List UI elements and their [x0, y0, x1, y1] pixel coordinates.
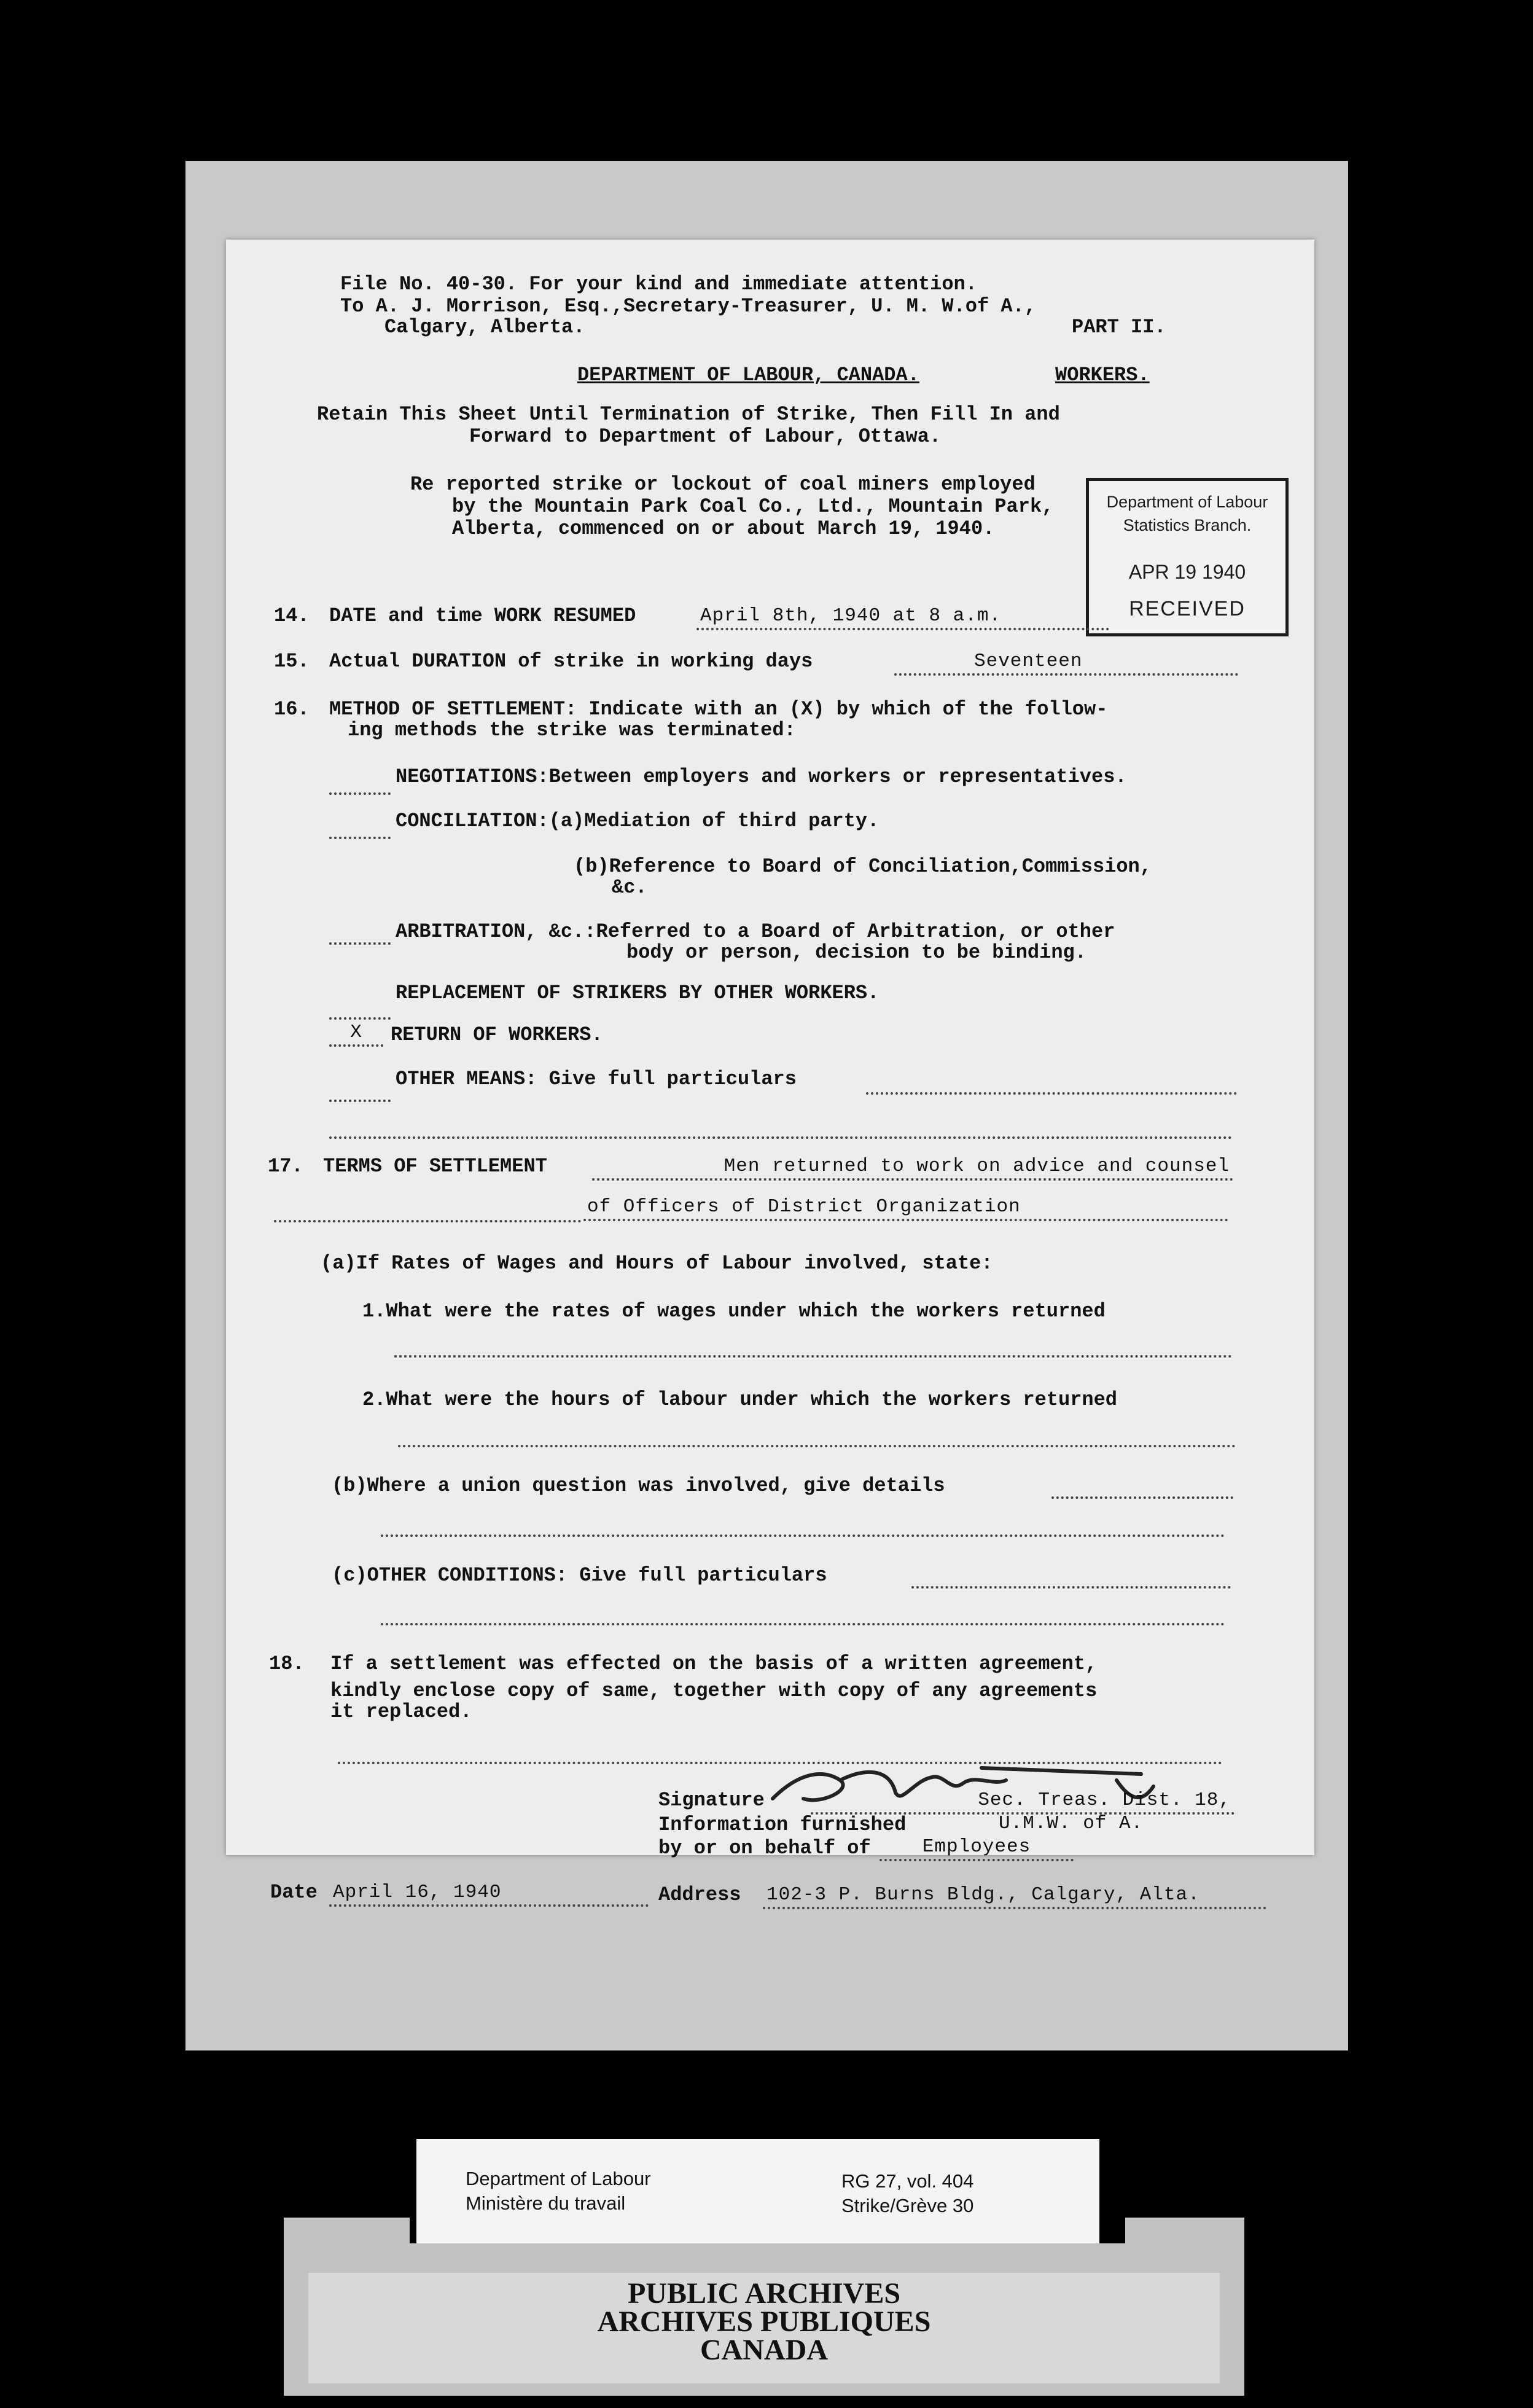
item-18-text-1: If a settlement was effected on the basis of a written agreement,	[330, 1652, 1098, 1675]
item-18-text-2: kindly enclose copy of same, together with copy of any agreements	[330, 1679, 1098, 1702]
item-14-question: DATE and time WORK RESUMED	[329, 604, 636, 627]
header-city-line: Calgary, Alberta.	[384, 316, 585, 338]
union-name: U.M.W. of A.	[999, 1813, 1144, 1834]
item-17b-question: (b)Where a union question was involved, give details	[332, 1474, 945, 1497]
item-17-question: TERMS OF SETTLEMENT	[323, 1155, 547, 1178]
header-addressee-line: To A. J. Morrison, Esq.,Secretary-Treasurer, U. M. W.of A.,	[340, 295, 1036, 318]
item-14-number: 14.	[274, 604, 310, 627]
item-17-answer-2: of Officers of District Organization	[583, 1195, 1228, 1221]
retain-instruction-1: Retain This Sheet Until Termination of Strike, Then Fill In and	[317, 403, 1060, 426]
item-17a-2-fill-line	[398, 1445, 1236, 1447]
date-label: Date	[270, 1881, 318, 1904]
item-17-number: 17.	[268, 1155, 303, 1178]
workers-label: WORKERS.	[1055, 364, 1150, 386]
signature-title: Sec. Treas. Dist. 18,	[811, 1789, 1235, 1815]
option-negotiations: NEGOTIATIONS:Between employers and workers or representatives.	[396, 765, 1127, 788]
part-label: PART II.	[1072, 316, 1166, 338]
option-conciliation-b-1: (b)Reference to Board of Conciliation,Commission,	[574, 855, 1152, 878]
item-17b-fill-line	[1051, 1496, 1233, 1499]
item-17-answer-1: Men returned to work on advice and counsel	[592, 1155, 1233, 1181]
item-17a-1-question: 1.What were the rates of wages under which the workers returned	[362, 1300, 1106, 1323]
on-behalf-value: Employees	[880, 1835, 1074, 1861]
signature-label: Signature	[658, 1789, 765, 1812]
other-means-fill-line-2	[329, 1136, 1232, 1139]
archive-dept-en: Department of Labour	[466, 2168, 651, 2189]
option-replacement: REPLACEMENT OF STRIKERS BY OTHER WORKERS.	[396, 982, 880, 1004]
item-17b-fill-line-2	[381, 1534, 1225, 1537]
archive-ref-strike: Strike/Grève 30	[841, 2195, 974, 2216]
item-17a-1-fill-line	[394, 1355, 1232, 1358]
item-15-number: 15.	[274, 650, 310, 673]
option-conciliation-b-2: &c.	[612, 876, 647, 899]
item-17-lead-line	[274, 1220, 581, 1222]
address-value: 102-3 P. Burns Bldg., Calgary, Alta.	[763, 1883, 1266, 1909]
item-18-number: 18.	[269, 1652, 305, 1675]
received-stamp	[1086, 478, 1289, 636]
other-means-fill-line	[866, 1092, 1237, 1095]
item-17c-fill-line	[911, 1586, 1231, 1589]
re-line-1: Re reported strike or lockout of coal miners employed	[410, 473, 1036, 496]
negotiations-mark-line	[329, 792, 391, 795]
option-arbitration-2: body or person, decision to be binding.	[626, 941, 1086, 964]
option-return-of-workers: RETURN OF WORKERS.	[391, 1023, 603, 1046]
item-15-question: Actual DURATION of strike in working days	[329, 650, 813, 673]
stamp-branch: Statistics Branch.	[1123, 516, 1252, 534]
stamp-date: APR 19 1940	[1128, 561, 1246, 583]
archive-base-line-1: PUBLIC ARCHIVES	[627, 2277, 901, 2310]
address-label: Address	[658, 1883, 741, 1906]
item-17c-question: (c)OTHER CONDITIONS: Give full particulars	[332, 1564, 827, 1587]
item-17a-question: (a)If Rates of Wages and Hours of Labour involved, state:	[321, 1252, 993, 1275]
archive-base-line-2: ARCHIVES PUBLIQUES	[597, 2305, 931, 2338]
item-15-answer: Seventeen	[894, 650, 1238, 676]
item-18-text-3: it replaced.	[330, 1700, 472, 1723]
stamp-status: RECEIVED	[1129, 597, 1246, 620]
item-17c-fill-line-2	[381, 1623, 1225, 1625]
re-line-3: Alberta, commenced on or about March 19, 1940.	[452, 517, 995, 540]
archive-base-line-3: CANADA	[700, 2334, 828, 2366]
item-16-question-2: ing methods the strike was terminated:	[348, 719, 796, 741]
arbitration-mark-line	[329, 942, 391, 945]
on-behalf-label: by or on behalf of	[658, 1837, 871, 1859]
option-conciliation: CONCILIATION:(a)Mediation of third party.	[396, 810, 880, 832]
re-line-2: by the Mountain Park Coal Co., Ltd., Mountain Park,	[452, 495, 1054, 518]
stamp-department: Department of Labour	[1106, 493, 1268, 511]
option-other-means: OTHER MEANS: Give full particulars	[396, 1068, 797, 1090]
retain-instruction-2: Forward to Department of Labour, Ottawa.	[469, 425, 942, 448]
return-mark: X	[329, 1021, 383, 1047]
replacement-mark-line	[329, 1017, 391, 1020]
item-14-answer: April 8th, 1940 at 8 a.m.	[696, 604, 1109, 630]
item-16-question-1: METHOD OF SETTLEMENT: Indicate with an (X) by which of the follow-	[329, 698, 1108, 721]
conciliation-mark-line	[329, 837, 391, 839]
department-title: DEPARTMENT OF LABOUR, CANADA.	[577, 364, 919, 386]
archive-dept-fr: Ministère du travail	[466, 2192, 626, 2214]
header-file-line: File No. 40-30. For your kind and immediate attention.	[340, 273, 977, 295]
option-arbitration-1: ARBITRATION, &c.:Referred to a Board of Arbitration, or other	[396, 920, 1115, 943]
public-archives-base	[284, 2205, 1244, 2396]
other-means-mark-line	[329, 1100, 391, 1102]
information-furnished-label: Information furnished	[658, 1813, 907, 1836]
date-value: April 16, 1940	[329, 1881, 649, 1907]
item-17a-2-question: 2.What were the hours of labour under which the workers returned	[362, 1388, 1117, 1411]
archive-ref-volume: RG 27, vol. 404	[841, 2170, 974, 2192]
item-16-number: 16.	[274, 698, 310, 721]
